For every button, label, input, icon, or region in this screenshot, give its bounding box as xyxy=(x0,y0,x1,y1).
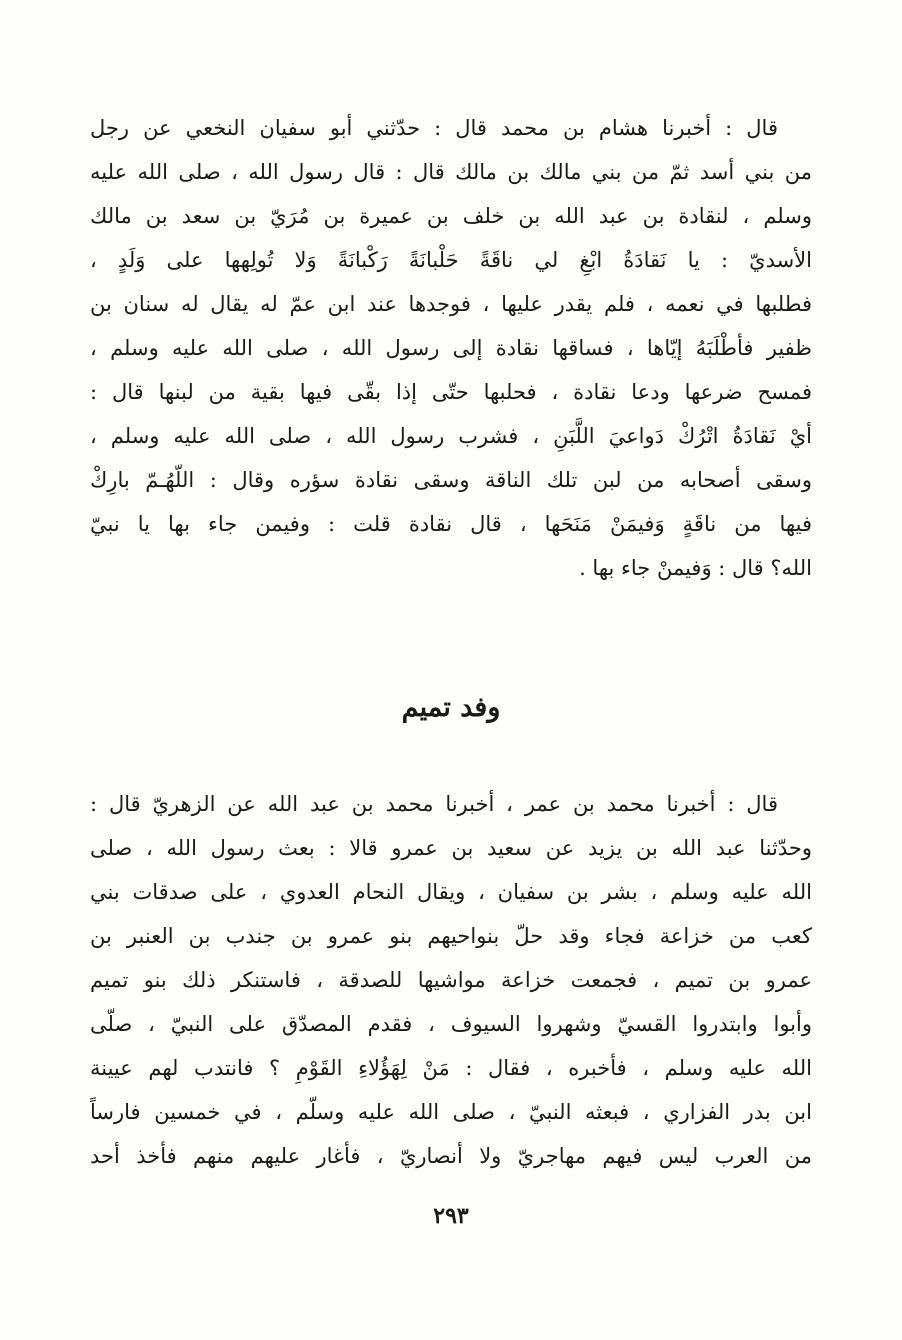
text-line: الله عليه وسلم ، فأخبره ، فقال : مَنْ لِهَؤُلاءِ القَوْمِ ؟ فانتدب لهم عيينة xyxy=(90,1056,812,1080)
text-line: أيْ نَقادَةُ اتْرُكْ دَواعيَ اللَّبَنِ ، فشرب رسول الله ، صلى الله عليه وسلم ، xyxy=(90,424,812,448)
text-line: فيها من ناقَةٍ وَفيمَنْ مَنَحَها ، قال نقادة قلت : وفيمن جاء بها يا نبيّ xyxy=(90,512,812,536)
text-line: ابن بدر الفزاري ، فبعثه النبيّ ، صلى الله عليه وسلّم ، في خمسين فارساً xyxy=(90,1100,812,1124)
text-line: عمرو بن تميم ، فجمعت خزاعة مواشيها للصدقة ، فاستنكر ذلك بنو تميم xyxy=(90,968,812,992)
text-line: من بني أسد ثمّ من بني مالك بن مالك قال : قال رسول الله ، صلى الله عليه xyxy=(90,160,812,184)
text-line: وسلم ، لنقادة بن عبد الله بن خلف بن عميرة بن مُرَيّ بن سعد بن مالك xyxy=(90,204,812,228)
text-line: كعب من خزاعة فجاء وقد حلّ بنواحيهم بنو عمرو بن جندب بن العنبر بن xyxy=(90,924,812,948)
text-line: قال : أخبرنا هشام بن محمد قال : حدّثني أبو سفيان النخعي عن رجل xyxy=(90,116,778,140)
text-line: وأبوا وابتدروا القسيّ وشهروا السيوف ، فقدم المصدّق على النبيّ ، صلّى xyxy=(90,1012,812,1036)
page-number: ٢٩٣ xyxy=(433,1203,469,1229)
text-line: وسقى أصحابه من لبن تلك الناقة وسقى نقادة سؤره وقال : اللّهُـمّ بارِكْ xyxy=(90,468,812,492)
paragraph-naqada xyxy=(90,106,812,590)
text-line: من العرب ليس فيهم مهاجريّ ولا أنصاريّ ، فأغار عليهم منهم فأخذ أحد xyxy=(90,1144,812,1168)
text-line: الله؟ قال : وَفيمنْ جاء بها . xyxy=(579,556,812,580)
text-line: فطلبها في نعمه ، فلم يقدر عليها ، فوجدها عند ابن عمّ له يقال له سنان بن xyxy=(90,292,812,316)
paragraph-wafd-tamim xyxy=(90,782,812,1178)
text-line: الله عليه وسلم ، بشر بن سفيان ، ويقال النحام العدوي ، على صدقات بني xyxy=(90,880,812,904)
text-line: الأسديّ : يا نَقادَةُ ابْغِ لي ناقَةً حَلْبانَةً رَكْبانَةً وَلا تُولِهها على وَلَدٍ ، xyxy=(90,248,812,272)
text-line: وحدّثنا عبد الله بن يزيد عن سعيد بن عمرو قالا : بعث رسول الله ، صلى xyxy=(90,836,812,860)
section-heading: وفد تميم xyxy=(401,692,501,723)
text-line: فمسح ضرعها ودعا نقادة ، فحلبها حتّى إذا بقّى فيها بقية من لبنها قال : xyxy=(90,380,812,404)
text-line: قال : أخبرنا محمد بن عمر ، أخبرنا محمد بن عبد الله عن الزهريّ قال : xyxy=(90,792,778,816)
text-line: ظفير فأطْلَبَهُ إيّاها ، فساقها نقادة إلى رسول الله ، صلى الله عليه وسلم ، xyxy=(90,336,812,360)
